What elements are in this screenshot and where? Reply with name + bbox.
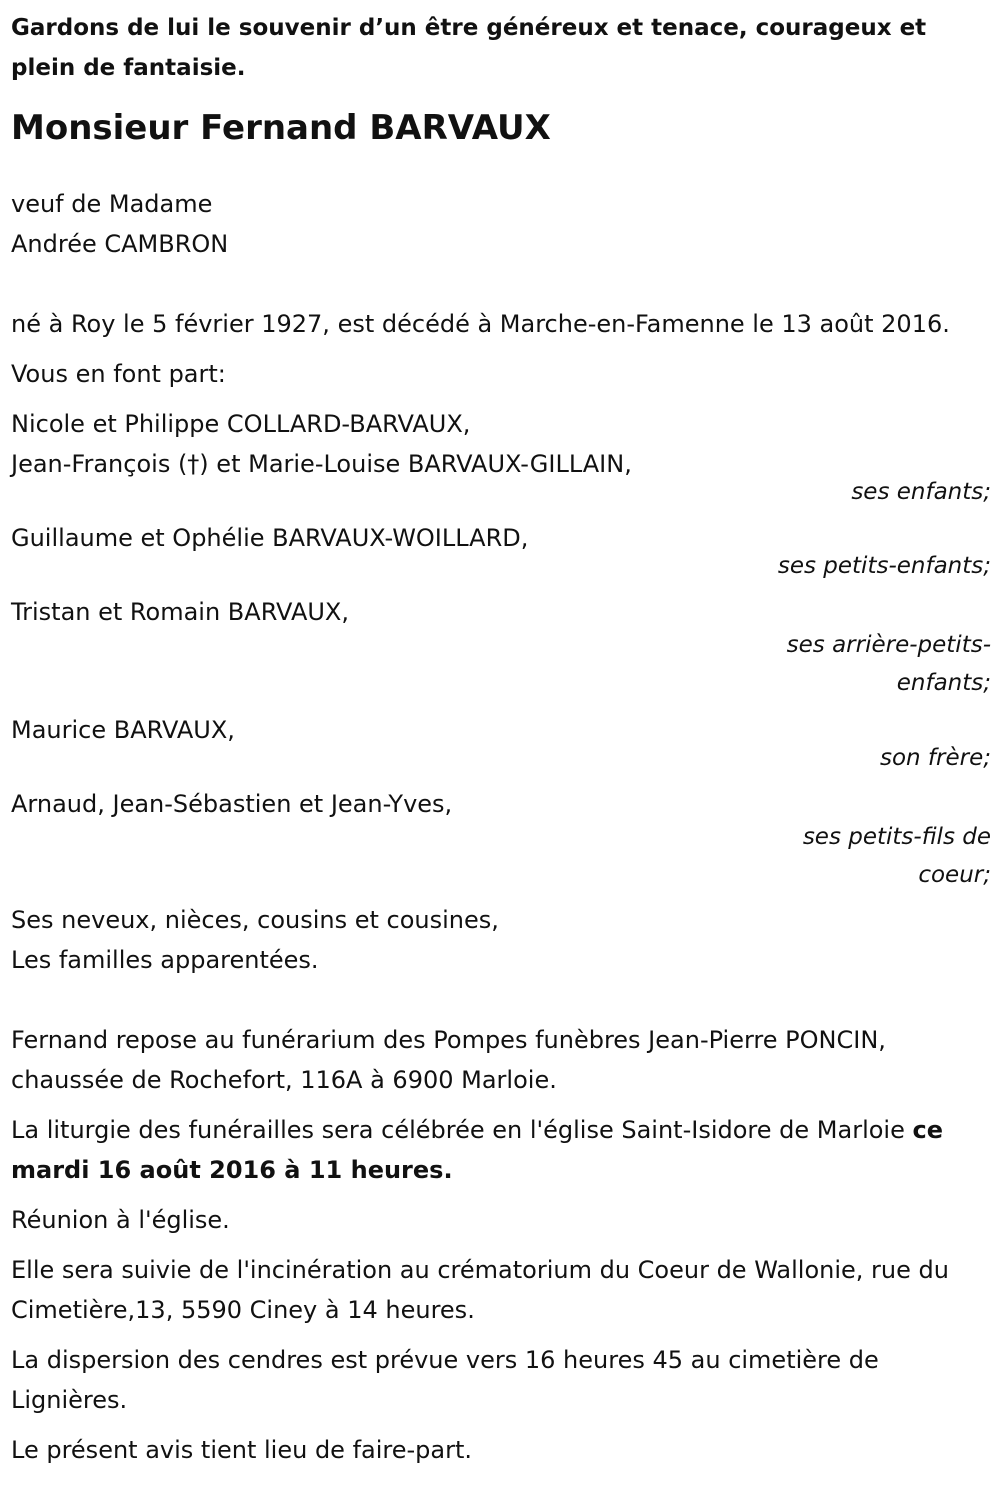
grandchildren-names: Guillaume et Ophélie BARVAUX-WOILLARD, [11, 524, 529, 552]
heart-grandsons-relation: ses petits-fils de coeur; [802, 824, 991, 888]
extended-family [11, 900, 991, 980]
notice-statement: Le présent avis tient lieu de faire-part. [11, 1436, 473, 1464]
ash-dispersion: La dispersion des cendres est prévue vers 16 heures 45 au cimetière de Lignières. [11, 1346, 879, 1414]
obituary-notice [11, 0, 991, 1470]
liturgy-datetime: ce mardi 16 août 2016 à 11 heures. [11, 1116, 943, 1184]
grandchildren-relation: ses petits-enfants; [777, 553, 991, 579]
great-grandchildren-names: Tristan et Romain BARVAUX, [11, 598, 349, 626]
liturgy-text: La liturgie des funérailles sera célébrée en l'église Saint-Isidore de Marloie [11, 1116, 913, 1144]
cremation-details: Elle sera suivie de l'incinération au crématorium du Coeur de Wallonie, rue du Cimetière,13, 5590 Ciney à 14 heures. [11, 1256, 949, 1324]
children-line-1: Nicole et Philippe COLLARD-BARVAUX, [11, 410, 471, 438]
birth-death-statement: né à Roy le 5 février 1927, est décédé à Marche-en-Famenne le 13 août 2016. [11, 310, 950, 338]
children-relation: ses enfants; [851, 479, 991, 505]
liturgy-details [11, 1110, 991, 1190]
memorial-motto: Gardons de lui le souvenir d’un être généreux et tenace, courageux et plein de fantaisie. [11, 15, 927, 81]
meeting-point: Réunion à l'église. [11, 1206, 230, 1234]
great-grandchildren-relation: ses arrière-petits-enfants; [786, 632, 991, 696]
announcement-intro: Vous en font part: [11, 360, 226, 388]
repose-location: Fernand repose au funérarium des Pompes funèbres Jean-Pierre PONCIN, chaussée de Rochefort, 116A à 6900 Marloie. [11, 1026, 886, 1094]
extended-family-line-2: Les familles apparentées. [11, 946, 319, 974]
children-line-2: Jean-François (†) et Marie-Louise BARVAUX-GILLAIN, [11, 450, 632, 478]
widower-line-2: Andrée CAMBRON [11, 230, 229, 258]
extended-family-line-1: Ses neveux, nièces, cousins et cousines, [11, 906, 499, 934]
funeral-arrangements [11, 1020, 991, 1470]
widower-statement [11, 184, 991, 264]
heart-grandsons-names: Arnaud, Jean-Sébastien et Jean-Yves, [11, 790, 453, 818]
children-names [11, 404, 991, 484]
brother-relation: son frère; [879, 745, 991, 771]
deceased-name: Monsieur Fernand BARVAUX [11, 108, 551, 148]
widower-line-1: veuf de Madame [11, 190, 213, 218]
brother-name: Maurice BARVAUX, [11, 716, 235, 744]
family-list [11, 404, 991, 980]
